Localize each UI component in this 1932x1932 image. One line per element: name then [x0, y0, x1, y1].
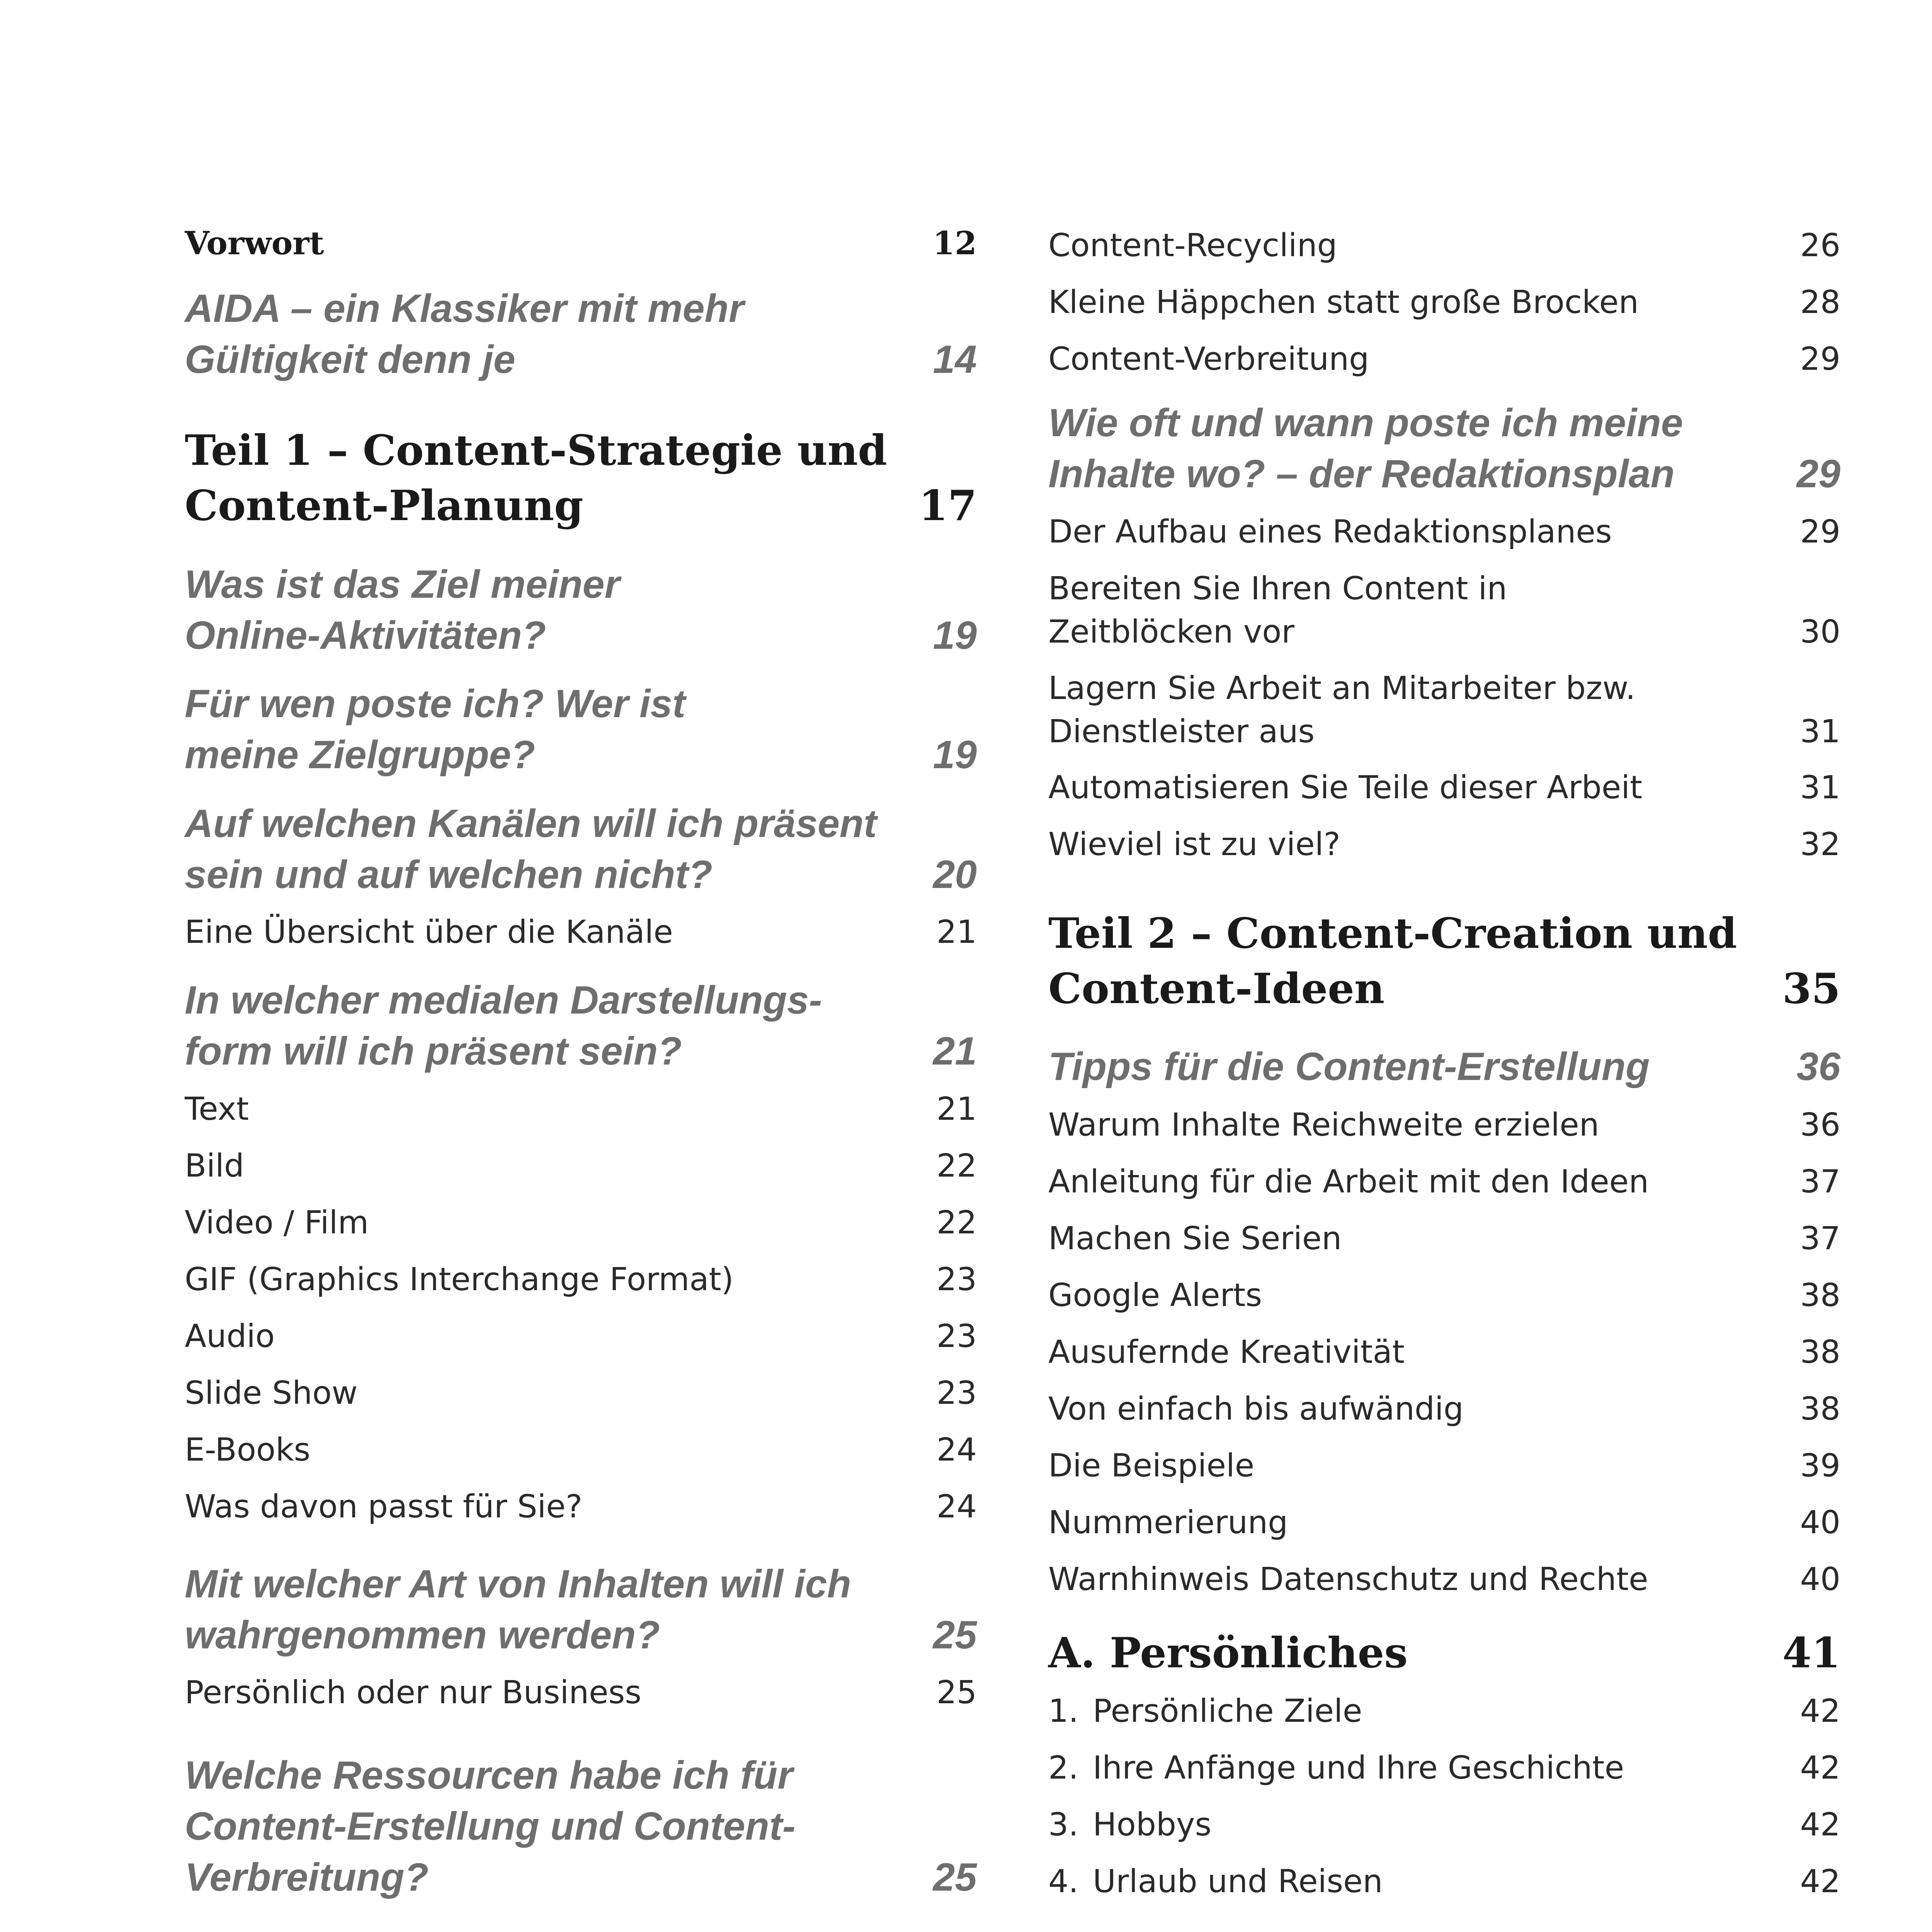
toc-entry-title: Eine Übersicht über die Kanäle — [185, 914, 673, 951]
toc-entry-page: 26 — [1800, 227, 1840, 264]
toc-entry[interactable] — [1048, 1444, 1840, 1488]
toc-entry-title: A. Persönliches — [1048, 1629, 1408, 1677]
toc-entry-title: Der Aufbau eines Redaktionsplanes — [1048, 514, 1612, 550]
toc-entry-title: Warnhinweis Datenschutz und Rechte — [1048, 1561, 1648, 1598]
toc-entry-title: Tipps für die Content-Erstellung — [1048, 1044, 1650, 1088]
toc-entry-title: Von einfach bis aufwändig — [1048, 1391, 1464, 1427]
toc-entry-number: 3. — [1048, 1806, 1079, 1843]
toc-entry[interactable] — [1048, 1690, 1840, 1733]
toc-entry[interactable] — [1048, 1041, 1840, 1092]
toc-entry-title: Machen Sie Serien — [1048, 1220, 1342, 1257]
toc-entry[interactable] — [185, 1558, 977, 1660]
toc-entry-page: 42 — [1800, 1863, 1840, 1900]
toc-entry-text: Ihre Anfänge und Ihre Geschichte — [1093, 1750, 1624, 1786]
toc-entry-title: Audio — [185, 1318, 275, 1355]
toc-entry-title: Warum Inhalte Reichweite erzielen — [1048, 1107, 1599, 1143]
toc-entry-page: 31 — [1800, 713, 1840, 750]
toc-entry[interactable] — [185, 911, 977, 954]
toc-entry[interactable] — [185, 1145, 977, 1188]
toc-entry-page: 30 — [1800, 614, 1840, 650]
toc-entry-title: Ausufernde Kreativität — [1048, 1334, 1405, 1371]
toc-entry-page: 31 — [1800, 769, 1840, 806]
toc-entry[interactable] — [185, 283, 977, 385]
toc-entry-page: 17 — [918, 481, 977, 530]
toc-entry-page: 36 — [1796, 1044, 1840, 1088]
toc-entry-page: 24 — [936, 1432, 977, 1468]
toc-entry-page: 38 — [1800, 1391, 1840, 1427]
toc-entry-page: 40 — [1800, 1561, 1840, 1598]
toc-entry-title: Text — [185, 1091, 249, 1128]
toc-entry[interactable] — [185, 222, 977, 265]
toc-entry[interactable] — [1048, 338, 1840, 381]
toc-entry-page: 23 — [936, 1318, 977, 1355]
toc-entry-page: 41 — [1782, 1629, 1840, 1677]
toc-entry[interactable] — [185, 1485, 977, 1529]
toc-entry[interactable] — [1048, 1626, 1840, 1681]
toc-entry-page: 42 — [1800, 1806, 1840, 1843]
toc-entry-page: 25 — [936, 1674, 977, 1711]
toc-entry-title: Automatisieren Sie Teile dieser Arbeit — [1048, 769, 1643, 806]
toc-entry[interactable] — [1048, 1860, 1840, 1903]
toc-entry-title: Google Alerts — [1048, 1277, 1262, 1314]
toc-entry-page: 21 — [936, 1091, 977, 1128]
toc-entry-title: In welcher medialen Darstellungs-form will ich präsent sein? — [185, 978, 822, 1073]
toc-entry-page: 22 — [936, 1148, 977, 1184]
toc-entry-title: Welche Ressourcen habe ich für Content-Erstellung und Content-Verbreitung? — [185, 1753, 796, 1899]
toc-entry[interactable] — [185, 1671, 977, 1714]
toc-entry[interactable] — [185, 975, 977, 1077]
toc-entry[interactable] — [1048, 1274, 1840, 1317]
toc-entry-title: Teil 2 – Content-Creation und Content-Ideen — [1048, 909, 1737, 1013]
toc-entry-page: 19 — [933, 613, 977, 657]
toc-entry-page: 42 — [1800, 1693, 1840, 1730]
toc-entry-title: Mit welcher Art von Inhalten will ich wahrgenommen werden? — [185, 1562, 851, 1657]
toc-entry-number: 2. — [1048, 1750, 1079, 1786]
toc-entry-title: Die Beispiele — [1048, 1447, 1255, 1484]
toc-entry-title: Persönlich oder nur Business — [185, 1674, 641, 1711]
toc-entry-page: 37 — [1800, 1220, 1840, 1257]
toc-entry-page: 29 — [1800, 514, 1840, 550]
toc-entry[interactable] — [1048, 667, 1840, 753]
toc-entry-title: Vorwort — [185, 225, 324, 262]
toc-entry-page: 38 — [1800, 1277, 1840, 1314]
toc-entry-page: 38 — [1800, 1334, 1840, 1371]
toc-entry[interactable] — [1048, 567, 1840, 654]
toc-entry-page: 42 — [1800, 1750, 1840, 1786]
toc-entry-number: 4. — [1048, 1863, 1079, 1900]
toc-entry-text: Hobbys — [1093, 1806, 1212, 1843]
toc-entry-title: Wieviel ist zu viel? — [1048, 826, 1340, 863]
toc-entry-page: 25 — [933, 1855, 977, 1899]
toc-entry-page: 12 — [932, 225, 977, 262]
toc-entry[interactable] — [185, 1750, 977, 1903]
toc-entry-title — [1048, 1747, 1840, 1790]
toc-entry-page: 19 — [933, 733, 977, 777]
toc-entry[interactable] — [1048, 1104, 1840, 1147]
toc-entry[interactable] — [185, 559, 977, 661]
toc-entry-page: 22 — [936, 1204, 977, 1241]
toc-entry[interactable] — [1048, 397, 1840, 499]
toc-entry-title: Was ist das Ziel meiner Online-Aktivitäten? — [185, 562, 620, 657]
toc-entry-title: Teil 1 – Content-Strategie und Content-Planung — [185, 426, 887, 530]
toc-entry[interactable] — [1048, 906, 1840, 1017]
toc-entry[interactable] — [1048, 1747, 1840, 1790]
toc-entry-page: 35 — [1782, 964, 1840, 1013]
toc-entry[interactable] — [185, 423, 977, 534]
toc-entry-page: 32 — [1800, 826, 1840, 863]
toc-entry[interactable] — [1048, 1558, 1840, 1601]
toc-entry[interactable] — [1048, 1388, 1840, 1431]
toc-entry-page: 39 — [1800, 1447, 1840, 1484]
toc-entry-page: 24 — [936, 1488, 977, 1525]
toc-entry[interactable] — [1048, 1331, 1840, 1374]
toc-entry-title: Auf welchen Kanälen will ich präsent sein und auf welchen nicht? — [185, 801, 877, 896]
toc-entry-title — [1048, 1690, 1840, 1733]
toc-entry[interactable] — [185, 798, 977, 900]
toc-entry-number: 1. — [1048, 1693, 1079, 1730]
toc-entry[interactable] — [1048, 1217, 1840, 1260]
toc-entry-page: 14 — [933, 337, 977, 381]
toc-entry-title: Slide Show — [185, 1375, 358, 1412]
toc-entry-title: Wie oft und wann poste ich meine Inhalte wo? – der Redaktionsplan — [1048, 401, 1683, 496]
toc-entry-title: AIDA – ein Klassiker mit mehr Gültigkeit denn je — [185, 286, 744, 381]
toc-entry-title: Was davon passt für Sie? — [185, 1488, 583, 1525]
toc-entry-title: Content-Recycling — [1048, 227, 1337, 264]
toc-entry-page: 23 — [936, 1261, 977, 1298]
toc-entry-title: Lagern Sie Arbeit an Mitarbeiter bzw. Dienstleister aus — [1048, 670, 1636, 750]
toc-entry[interactable] — [185, 1258, 977, 1301]
toc-entry[interactable] — [1048, 766, 1840, 810]
toc-entry-title: Video / Film — [185, 1204, 369, 1241]
toc-entry-title: E-Books — [185, 1432, 311, 1468]
toc-entry[interactable] — [1048, 1501, 1840, 1544]
toc-entry-page: 25 — [933, 1613, 977, 1657]
toc-entry-title — [1048, 1803, 1840, 1847]
toc-entry-title: Für wen poste ich? Wer ist meine Zielgruppe? — [185, 682, 685, 777]
toc-entry-title: Bild — [185, 1148, 244, 1184]
toc-entry-title: Bereiten Sie Ihren Content in Zeitblöcken vor — [1048, 570, 1507, 650]
toc-entry-page: 29 — [1796, 452, 1840, 496]
toc-entry[interactable] — [185, 1201, 977, 1245]
toc-entry-title — [1048, 1860, 1840, 1903]
toc-entry[interactable] — [1048, 1160, 1840, 1204]
toc-entry-title: Kleine Häppchen statt große Brocken — [1048, 284, 1639, 321]
toc-entry-page: 40 — [1800, 1504, 1840, 1541]
toc-entry-title: GIF (Graphics Interchange Format) — [185, 1261, 734, 1298]
toc-entry[interactable] — [1048, 281, 1840, 324]
toc-entry-page: 29 — [1800, 341, 1840, 378]
toc-entry[interactable] — [185, 1429, 977, 1472]
toc-entry[interactable] — [185, 678, 977, 780]
toc-entry-page: 20 — [933, 852, 977, 896]
toc-entry-title: Content-Verbreitung — [1048, 341, 1369, 378]
toc-entry-title: Anleitung für die Arbeit mit den Ideen — [1048, 1163, 1649, 1200]
toc-entry-page: 23 — [936, 1375, 977, 1412]
toc-entry-page: 21 — [936, 914, 977, 951]
toc-entry[interactable] — [1048, 823, 1840, 866]
toc-entry-page: 28 — [1800, 284, 1840, 321]
toc-entry-title: Nummerierung — [1048, 1504, 1288, 1541]
toc-entry-page: 36 — [1800, 1107, 1840, 1143]
toc-entry-text: Persönliche Ziele — [1093, 1693, 1362, 1730]
toc-entry[interactable] — [185, 1315, 977, 1358]
toc-entry-page: 21 — [933, 1029, 977, 1073]
toc-entry[interactable] — [1048, 510, 1840, 554]
toc-entry[interactable] — [1048, 1803, 1840, 1847]
toc-entry[interactable] — [185, 1088, 977, 1131]
toc-entry-text: Urlaub und Reisen — [1093, 1863, 1383, 1900]
toc-entry-page: 37 — [1800, 1163, 1840, 1200]
toc-entry[interactable] — [185, 1372, 977, 1415]
toc-entry[interactable] — [1048, 224, 1840, 267]
